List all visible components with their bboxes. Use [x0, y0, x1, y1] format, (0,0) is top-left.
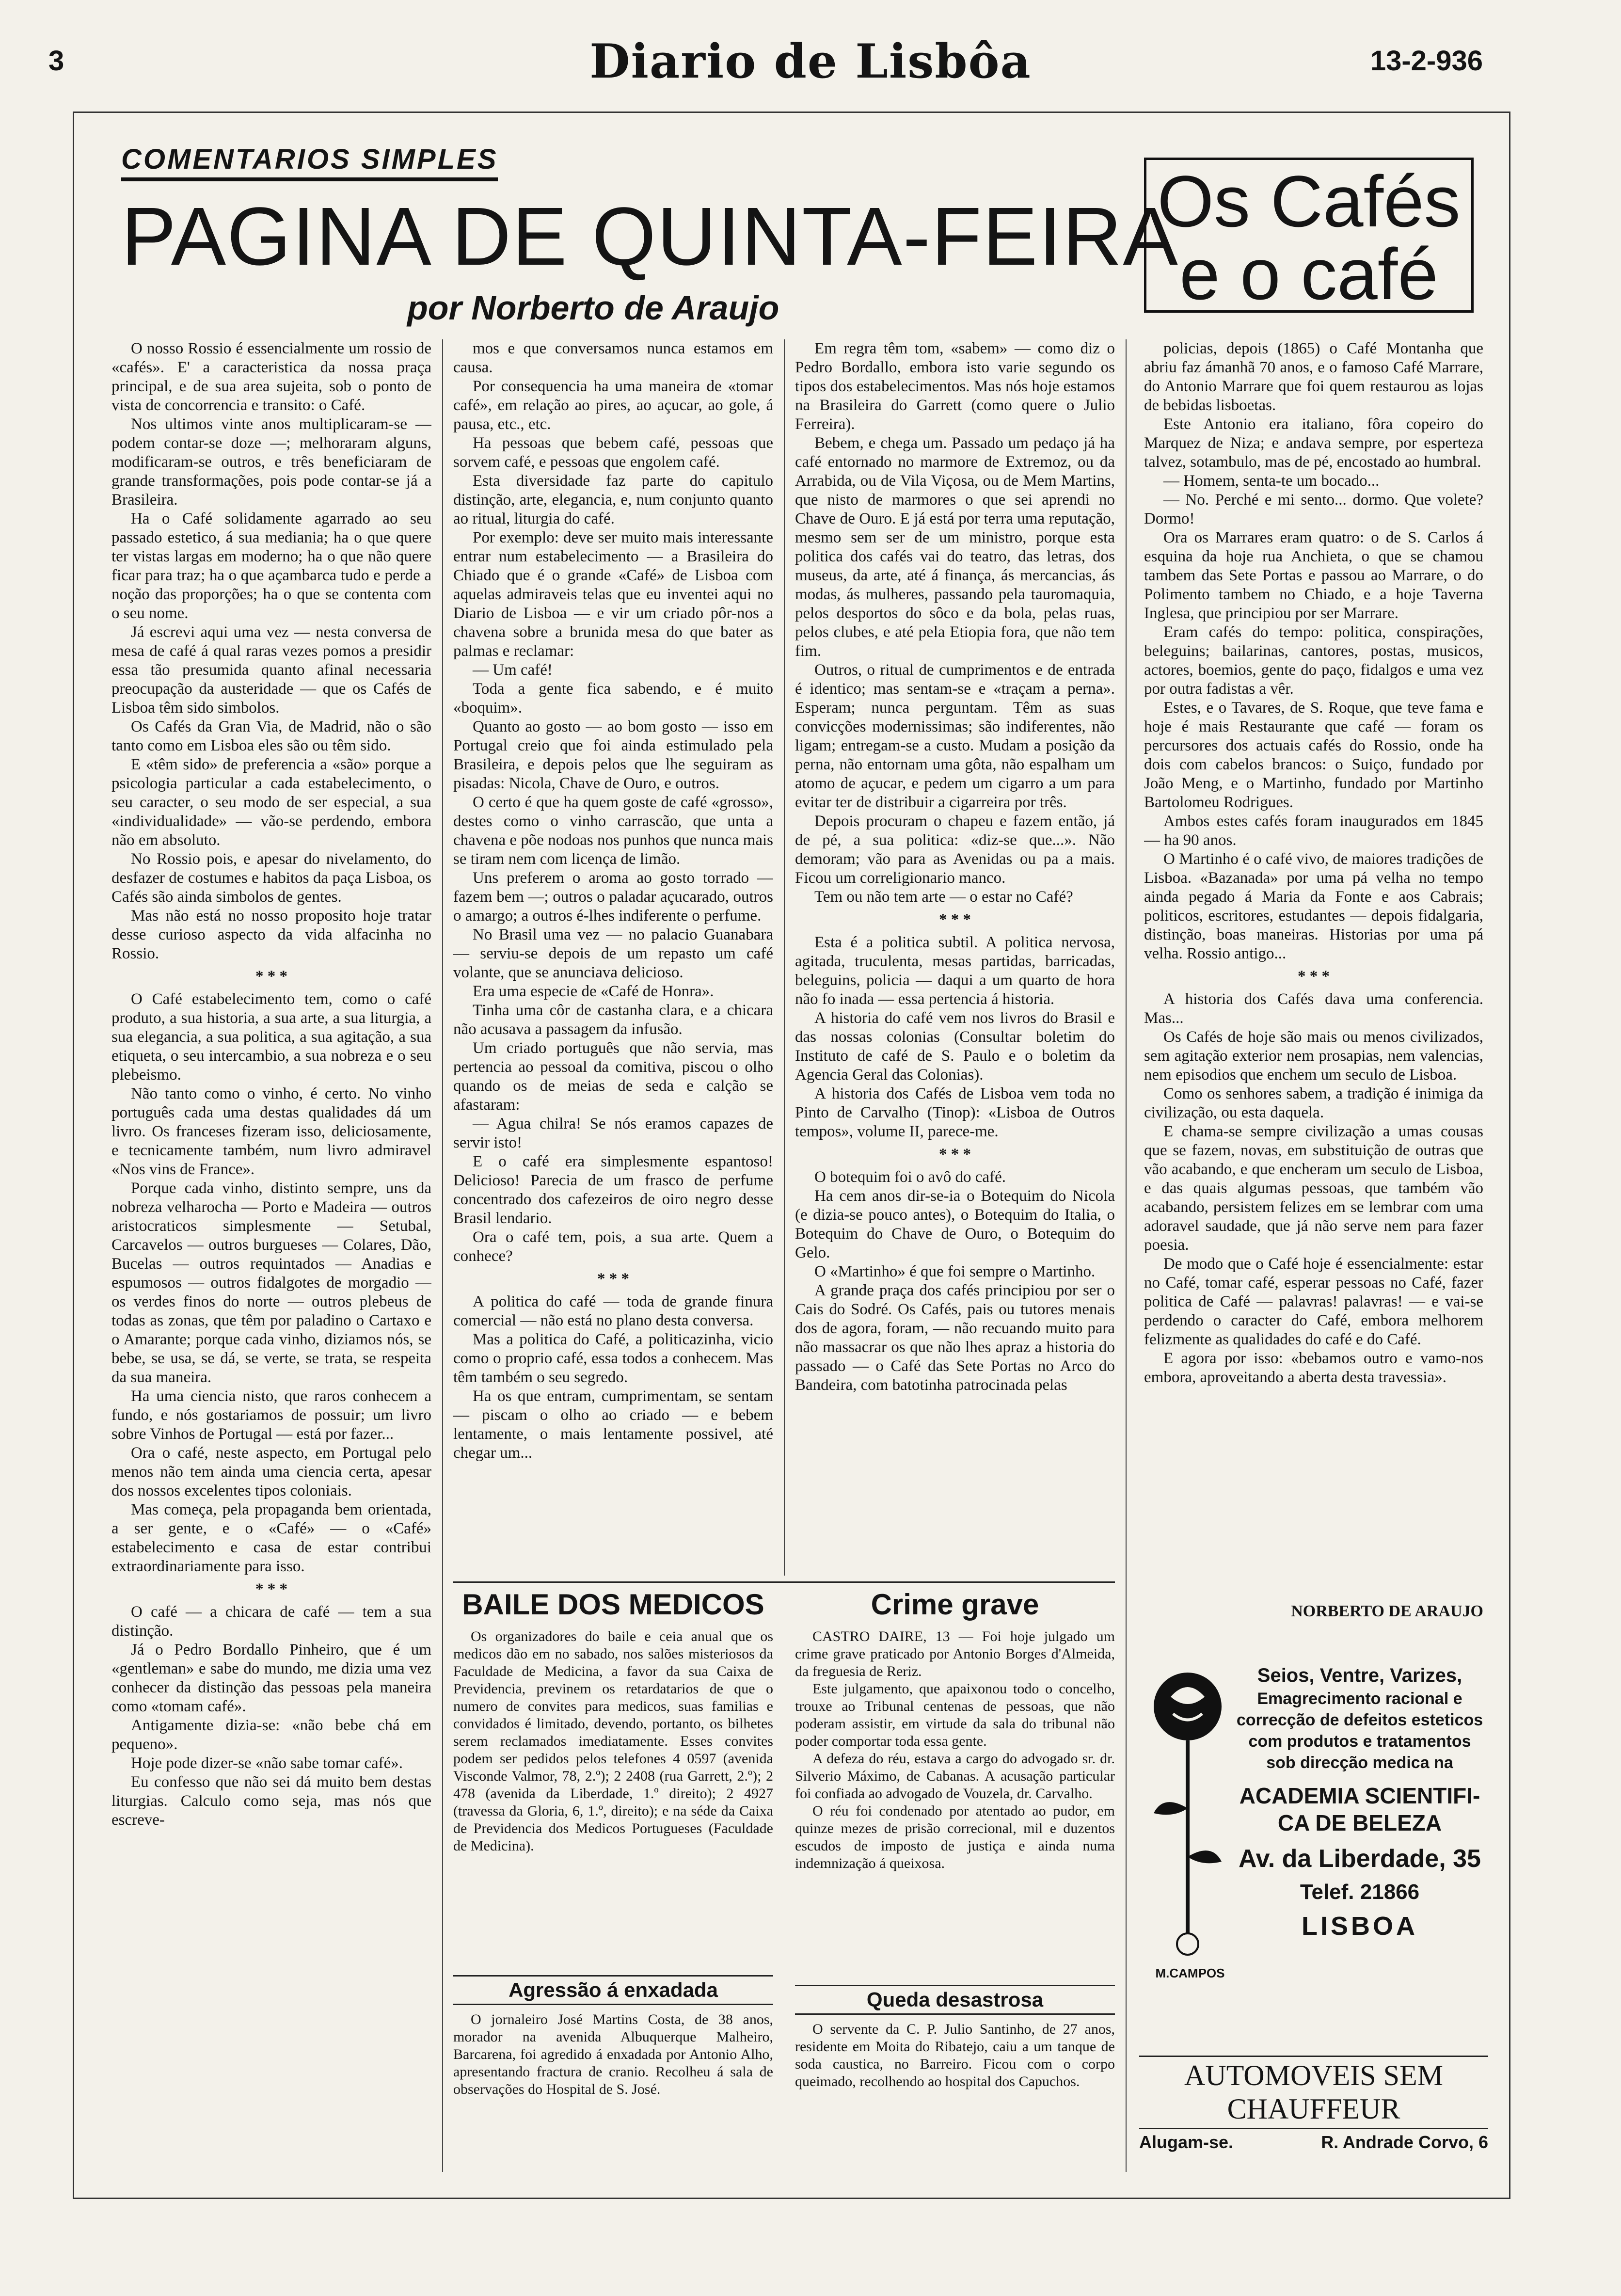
section-rule [453, 1581, 1115, 1583]
column-kicker: COMENTARIOS SIMPLES [121, 143, 498, 181]
ad-automoveis-address: R. Andrade Corvo, 6 [1321, 2132, 1488, 2152]
paragraph: Mas a politica do Café, a politicazinha, vicio como o proprio café, essa todos a conhecem. Mas têm também o seu segredo. [453, 1331, 773, 1386]
ad-name-line1: ACADEMIA SCIENTIFI- [1239, 1783, 1480, 1808]
paragraph: O servente da C. P. Julio Santinho, de 27 anos, residente em Moita do Ribatejo, caiu a um tanque de soda caustica, no Barreiro. Ficou com o corpo queimado, recolhendo ao hospital dos Capuchos. [795, 2021, 1115, 2089]
box-title-line2: e o café [1179, 233, 1438, 315]
paragraph: Toda a gente fica sabendo, e é muito «boquim». [453, 680, 773, 717]
baile-title: BAILE DOS MEDICOS [462, 1588, 764, 1621]
ad-headline: Seios, Ventre, Varizes, [1257, 1665, 1462, 1686]
article-column-3 [795, 339, 1115, 1576]
paragraph: policias, depois (1865) o Café Montanha que abriu faz ámanhã 70 anos, e o famoso Café Marrare, do Antonio Marrare que foi quem restaurou as lojas de bebidas lisboetas. [1144, 340, 1483, 414]
paragraph: Estes, e o Tavares, de S. Roque, que teve fama e hoje é mais Restaurante que café — foram os percursores dos actuais cafés do Rossio, onde ha dois com cabelos brancos: o Suiço, fundado por João Meng, e o Martinho, fundado por Martinho Bartolomeu Rodrigues. [1144, 699, 1483, 811]
paragraph: mos e que conversamos nunca estamos em causa. [453, 340, 773, 376]
paragraph: Depois procuram o chapeu e fazem então, já de pé, a sua politica: «diz-se que...». Não demoram; vão para as Avenidas ou pa a mais. Ficou um correligionario manco. [795, 813, 1115, 887]
paragraph: O Café estabelecimento tem, como o café produto, a sua historia, a sua arte, a sua liturgia, a sua elegancia, a sua politica, a sua agitação, a sua etiqueta, o seu intercambio, a sua nobreza e o seu plebeismo. [111, 990, 431, 1084]
queda-title: Queda desastrosa [795, 1985, 1115, 2015]
section-break: * * * [255, 968, 287, 985]
ad-name-line2: CA DE BELEZA [1277, 1810, 1442, 1835]
paragraph: Como os senhores sabem, a tradição é inimiga da civilização, ou esta daquela. [1144, 1085, 1483, 1121]
paragraph: Mas não está no nosso proposito hoje tratar desse curioso aspecto da vida alfacinha no Rossio. [111, 907, 431, 962]
agressao-body [453, 2011, 773, 2166]
paragraph: Esta diversidade faz parte do capitulo distinção, arte, elegancia, e, num conjunto quanto ao ritual, liturgia do café. [453, 472, 773, 527]
paragraph: — Um café! [473, 661, 553, 679]
article-box-title [1144, 158, 1474, 313]
article-signature: NORBERTO DE ARAUJO [1291, 1602, 1483, 1620]
paragraph: E agora por isso: «bebamos outro e vamo-nos embora, aproveitando a aberta desta travessia». [1144, 1350, 1483, 1386]
paragraph: A grande praça dos cafés principiou por ser o Cais do Sodré. Os Cafés, pais ou tutores menais dos de agora, foram, — não recuando muito para não massacrar os que não lhes apraz a historia do passado — o Café das Sete Portas no Arco do Bandeira, com batotinha patrocinada pelas [795, 1282, 1115, 1394]
paragraph: O jornaleiro José Martins Costa, de 38 anos, morador na avenida Albuquerque Malheiro, Barcarena, foi agredido á enxadada por Antonio Alho, apresentando fractura de cranio. Recolheu á sala de observações do Hospital de S. José. [453, 2011, 773, 2097]
paragraph: E «têm sido» de preferencia a «são» porque a psicologia particular a cada estabelecimento, o seu caracter, o seu modo de ser especial, a sua «individualidade» — vão-se perdendo, embora não em absoluto. [111, 756, 431, 849]
paragraph: Esta é a politica subtil. A politica nervosa, agitada, truculenta, mesas partidas, barricadas, beleguins, policia — daqui a um quarto de hora não fo inada — essa pertencia á historia. [795, 934, 1115, 1008]
baile-item [453, 1588, 773, 2179]
crime-title: Crime grave [871, 1588, 1039, 1621]
paragraph: Nos ultimos vinte anos multiplicaram-se — podem contar-se doze —; melhoraram alguns, modificaram-se outros, e três beneficiaram de grande transformações, pois pode contar-se já a Brasileira. [111, 415, 431, 509]
paragraph: Ha o Café solidamente agarrado ao seu passado estetico, á sua mediania; ha o que quere ter vistas largas em moderno; ha o que não quere ficar para traz; ha o que açambarca tudo e perde a noção das proporções; ha o que se contenta com o seu nome. [111, 510, 431, 622]
paragraph: O certo é que ha quem goste de café «grosso», destes como o vinho carrascão, que unta a chavena e põe nodoas nos punhos que nunca mais se tiram nem com licença de limão. [453, 794, 773, 868]
column-rule [442, 339, 443, 2172]
paragraph: Este julgamento, que apaixonou todo o concelho, trouxe ao Tribunal centenas de pessoas, que não poderam assistir, em virtude da sala do tribunal não poder comportar toda essa gente. [795, 1681, 1115, 1749]
paragraph: Ora o café, neste aspecto, em Portugal pelo menos não tem ainda uma ciencia certa, apesar dos nossos excelentes tipos coloniais. [111, 1444, 431, 1499]
paragraph: Eram cafés do tempo: politica, conspirações, beleguins; bailarinas, cantores, postas, musicos, actores, boemios, gente do paço, fidalgos e uma vez por outra fadistas a vêr. [1144, 623, 1483, 698]
paragraph: De modo que o Café hoje é essencialmente: estar no Café, tomar café, esperar pessoas no Café, fazer politica de Café — palavras! palavras! — e vai-se perdendo o caracter do Café, embora melhorem felizmente as qualidades do café e do Café. [1144, 1255, 1483, 1348]
paragraph: CASTRO DAIRE, 13 — Foi hoje julgado um crime grave praticado por Antonio Borges d'Almeida, da freguesia de Reriz. [795, 1628, 1115, 1679]
article-column-1 [111, 339, 431, 2182]
paragraph: Este Antonio era italiano, fôra copeiro do Marquez de Niza; e andava sempre, por esperteza talvez, sotambulo, mas de pé, encostado ao humbral. [1144, 415, 1483, 471]
section-break: * * * [939, 1146, 971, 1163]
paragraph: Ha uma ciencia nisto, que raros conhecem a fundo, e nós gostariamos de possuir; um livro sobre Vinhos de Portugal — está por fazer... [111, 1387, 431, 1443]
paragraph: O «Martinho» é que foi sempre o Martinho. [814, 1263, 1096, 1280]
paragraph: Ha os que entram, cumprimentam, se sentam — piscam o olho ao criado — e bebem lentamente, o mais lentamente possivel, até chegar um... [453, 1387, 773, 1462]
newspaper-title: Diario de Lisbôa [589, 34, 1032, 89]
column-rule [1126, 339, 1127, 2172]
paragraph: Era uma especie de «Café de Honra». [473, 983, 714, 1000]
column-rule [784, 339, 785, 1576]
paragraph: Ora os Marrares eram quatro: o de S. Carlos á esquina da hoje rua Anchieta, o que se chamou tambem das Sete Portas e passou ao Marrare, o do Polimento tambem no Chiado, e a hoje Taverna Inglesa, que principiou por ser Marrare. [1144, 529, 1483, 622]
paragraph: O café — a chicara de café — tem a sua distinção. [111, 1603, 431, 1640]
paragraph: Em regra têm tom, «sabem» — como diz o Pedro Bordallo, embora isto varie segundo os tipos dos estabelecimentos. Mas nós hoje estamos na Brasileira do Garrett (como quere o Julio Ferreira). [795, 340, 1115, 433]
article-byline: por Norberto de Araujo [407, 289, 779, 327]
paragraph: Por exemplo: deve ser muito mais interessante entrar num estabelecimento — a Brasileira do Chiado que é o grande «Café» de Lisboa com aquelas admiraveis telas que eu inventei aqui no Diario de Lisboa — e vir um criado pôr-nos a chavena sobre a brunida mesa do que bater as palmas e reclamar: [453, 529, 773, 660]
paragraph: O nosso Rossio é essencialmente um rossio de «cafés». E' a caracteristica da nossa praça principal, e de sua area sujeita, sob o ponto de vista de concorrencia e transito: o Café. [111, 340, 431, 414]
paragraph: Antigamente dizia-se: «não bebe chá em pequeno». [111, 1717, 431, 1753]
crime-item [795, 1588, 1115, 2179]
paragraph: Porque cada vinho, distinto sempre, uns da nobreza velharocha — Porto e Madeira — outros aristocraticos simplesmente — Setubal, Carcavelos — outros burgueses — Colares, Dão, Bucelas — outros requintados — Anadias e espumosos — outros fidalgotes de morgadio — os verdes finos do norte — outros plebeus de todas as zonas, que têm por paladino o Cartaxo e o Amarante; porque cada vinho, diziamos nós, se bebe, se usa, se dá, se verte, se trata, se respeita da sua maneira. [111, 1180, 431, 1386]
paragraph: Uns preferem o aroma ao gosto torrado — fazem bem —; outros o paladar açucarado, outros o amargo; a outros é-lhes indiferente o perfume. [453, 869, 773, 925]
paragraph: O Martinho é o café vivo, de maiores tradições de Lisboa. «Bazanada» por uma pá velha no tempo ainda pegado á Maria da Fonte e aos Cabrais; politicos, escritores, estudantes — depois fidalgaria, distinção, boas maneiras. Historias por uma pá velha. Rossio antigo... [1144, 850, 1483, 962]
paragraph: Um criado português que não servia, mas pertencia ao pessoal da comitiva, piscou o olho quando os de meias de seda e calção se afastaram: [453, 1039, 773, 1114]
section-break: * * * [1298, 968, 1330, 985]
paragraph: — Agua chilra! Se nós eramos capazes de servir isto! [453, 1115, 773, 1151]
paragraph: Ambos estes cafés foram inaugurados em 1845 — ha 90 anos. [1144, 813, 1483, 849]
ad-automoveis [1139, 2056, 1488, 2152]
ad-address: Av. da Liberdade, 35 [1239, 1845, 1481, 1873]
queda-body [795, 2021, 1115, 2166]
paragraph: Quanto ao gosto — ao bom gosto — isso em Portugal creio que foi ainda estimulado pela Brasileira, e depois pelos que lhe seguiram as pisadas: Nicola, Chave de Ouro, e outros. [453, 718, 773, 792]
paragraph: Não tanto como o vinho, é certo. No vinho português cada uma destas qualidades dá um livro. Os franceses fizeram isso, deliciosamente, e tecnicamente também, num livro admiravel «Nos vins de France». [111, 1085, 431, 1178]
ad-automoveis-title: AUTOMOVEIS SEM CHAUFFEUR [1139, 2056, 1488, 2129]
paragraph: O réu foi condenado por atentado ao pudor, em quinze mezes de prisão correcional, mil e duzentos escudos de imposto de justiça e ainda numa indemnização á queixosa. [795, 1803, 1115, 1871]
paragraph: Os Cafés da Gran Via, de Madrid, não o são tanto como em Lisboa eles são ou têm sido. [111, 718, 431, 754]
paragraph: Mas começa, pela propaganda bem orientada, a ser gente, e o «Café» — o «Café» estabelecimento e casa de estar contribui extraordinariamente para isso. [111, 1501, 431, 1575]
issue-date: 13-2-936 [1370, 45, 1483, 77]
paragraph: Os Cafés de hoje são mais ou menos civilizados, sem agitação exterior nem prosapias, nem valencias, nem episodios que enchem um seculo de Lisboa. [1144, 1028, 1483, 1084]
paragraph: A historia do café vem nos livros do Brasil e das nossas colonias (Consultar boletim do Instituto de café de S. Paulo e o boletim da Agencia Geral das Colonias). [795, 1009, 1115, 1084]
rose-icon [1144, 1663, 1231, 1963]
paragraph: A defeza do réu, estava a cargo do advogado sr. dr. Silverio Máximo, de Cabanas. A acusação particular foi confiada ao advogado de Vouzela, dr. Carvalho. [795, 1751, 1115, 1802]
agressao-title: Agressão á enxadada [453, 1975, 773, 2005]
paragraph: Tinha uma côr de castanha clara, e a chicara não acusava a passagem da infusão. [453, 1002, 773, 1038]
paragraph: E o café era simplesmente espantoso! Delicioso! Parecia de um frasco de perfume concentrado dos cafezeiros de oiro negro desse Brasil lendario. [453, 1153, 773, 1227]
paragraph: Outros, o ritual de cumprimentos e de entrada é identico; mas sentam-se e «traçam a perna». Esperam; nunca perguntam. Têm as suas convicções modernissimas; são indiferentes, não ligam; entregam-se a custo. Mudam a posição da perna, não entornam uma gôta, não espalham um atomo de açucar, e pedem um cigarro a um para evitar ter de distribuir a cigarreira por três. [795, 661, 1115, 811]
paragraph: E chama-se sempre civilização a umas cousas que se fazem, novas, em substituição de outras que vão acabando, e que encheram um seculo de Lisboa, e das quais algumas pessoas, que também vão acabando, persistem felizes em se lembrar com uma adoravel saudade, que já não serve nem para fazer poesia. [1144, 1123, 1483, 1254]
baile-body [453, 1628, 773, 1967]
paragraph: A politica do café — toda de grande finura comercial — não está no plano desta conversa. [453, 1293, 773, 1329]
box-title-line1: Os Cafés [1157, 160, 1461, 242]
ad-artist-signature: M.CAMPOS [1155, 1966, 1225, 1980]
rose-illustration [1144, 1663, 1236, 1981]
ad-text: Emagrecimento racional e correcção de defeitos esteticos com produtos e tratamentos sob direcção medica na [1236, 1690, 1483, 1772]
paragraph: — Homem, senta-te um bocado... [1163, 472, 1380, 490]
paragraph: Por consequencia ha uma maneira de «tomar café», em relação ao pires, ao açucar, ao gole, á pausa, etc., etc. [453, 378, 773, 433]
paragraph: No Brasil uma vez — no palacio Guanabara — serviu-se depois de um repasto um café volante, que se anunciava delicioso. [453, 926, 773, 981]
paragraph: — No. Perché e mi sento... dormo. Que volete? Dormo! [1144, 491, 1483, 527]
crime-body [795, 1628, 1115, 1977]
paragraph: A historia dos Cafés de Lisboa vem toda no Pinto de Carvalho (Tinop): «Lisboa de Outros tempos», volume II, parece-me. [795, 1085, 1115, 1140]
section-break: * * * [939, 911, 971, 928]
paragraph: Já escrevi aqui uma vez — nesta conversa de mesa de café á qual raras vezes pomos a presidir essa tão presumida quanto afinal necessaria preocupação da austeridade — que os Cafés de Lisboa têm sido simbolos. [111, 623, 431, 717]
paragraph: Os organizadores do baile e ceia anual que os medicos dão em no sabado, nos salões misteriosos da Faculdade de Medicina, a favor da sua Caixa de Previdencia, previnem os retardatarios de que o numero de convites para medicos, suas familias e convidados é limitado, devendo, portanto, os bilhetes serem reclamados imediatamente. Esses convites podem ser pedidos pelos telefones 4 0597 (avenida Visconde Valmor, 78, 2.º); 2 2408 (rua Garrett, 2.º); 2 478 (avenida da Liberdade, 1.º direito); 2 4927 (travessa da Gloria, 6, 1.º, direito); e na séde da Caixa de Previdencia dos Medicos Portugueses (Faculdade de Medicina). [453, 1628, 773, 1854]
paragraph: Já o Pedro Bordallo Pinheiro, que é um «gentleman» e sabe do mundo, me dizia uma vez conhecer da distinção das pessoas pela maneira como «tomam café». [111, 1641, 431, 1715]
ad-city: LISBOA [1301, 1912, 1418, 1941]
article-column-4 [1144, 339, 1483, 1600]
paragraph: Hoje pode dizer-se «não sabe tomar café». [131, 1754, 403, 1772]
paragraph: A historia dos Cafés dava uma conferencia. Mas... [1144, 990, 1483, 1027]
section-break: * * * [255, 1580, 287, 1598]
paragraph: Ha pessoas que bebem café, pessoas que sorvem café, e pessoas que engolem café. [453, 434, 773, 471]
ad-phone: Telef. 21866 [1300, 1880, 1420, 1904]
paragraph: Bebem, e chega um. Passado um pedaço já ha café entornado no marmore de Extremoz, ou da Arrabida, ou de Vila Viçosa, ou de Mem Martins, que nisto de marmores o que sei aprendi no Chave de Ouro. E já está por terra uma reputação, mesmo sem ser de um ministro, porque esta politica dos cafés vai do teatro, das letras, dos museus, da arte, até á finança, ás mercancias, ás modas, ás mulheres, passando pela tauromaquia, pelos desportos do sôco e da bola, pelas ruas, pelos clubes, e até pela Etiopia fora, que não tem fim. [795, 434, 1115, 660]
paragraph: Ora o café tem, pois, a sua arte. Quem a conhece? [453, 1228, 773, 1265]
article-column-2 [453, 339, 773, 1576]
section-break: * * * [597, 1270, 629, 1288]
paragraph: O botequim foi o avô do café. [814, 1168, 1006, 1186]
ad-academia-beleza [1144, 1663, 1483, 2022]
paragraph: Eu confesso que não sei dá muito bem destas liturgias. Calculo como seja, mas nós que escreve- [111, 1773, 431, 1829]
article-headline: PAGINA DE QUINTA-FEIRA [121, 191, 1179, 283]
paragraph: Ha cem anos dir-se-ia o Botequim do Nicola (e dizia-se pouco antes), o Botequim do Italia, o Botequim do Chave de Ouro, o Botequim do Gelo. [795, 1187, 1115, 1261]
ad-automoveis-left: Alugam-se. [1139, 2132, 1234, 2152]
paragraph: Tem ou não tem arte — o estar no Café? [814, 888, 1073, 906]
paragraph: No Rossio pois, e apesar do nivelamento, do desfazer de costumes e habitos da paça Lisboa, os Cafés são ainda simbolos de gentes. [111, 850, 431, 906]
page-number: 3 [48, 45, 64, 77]
